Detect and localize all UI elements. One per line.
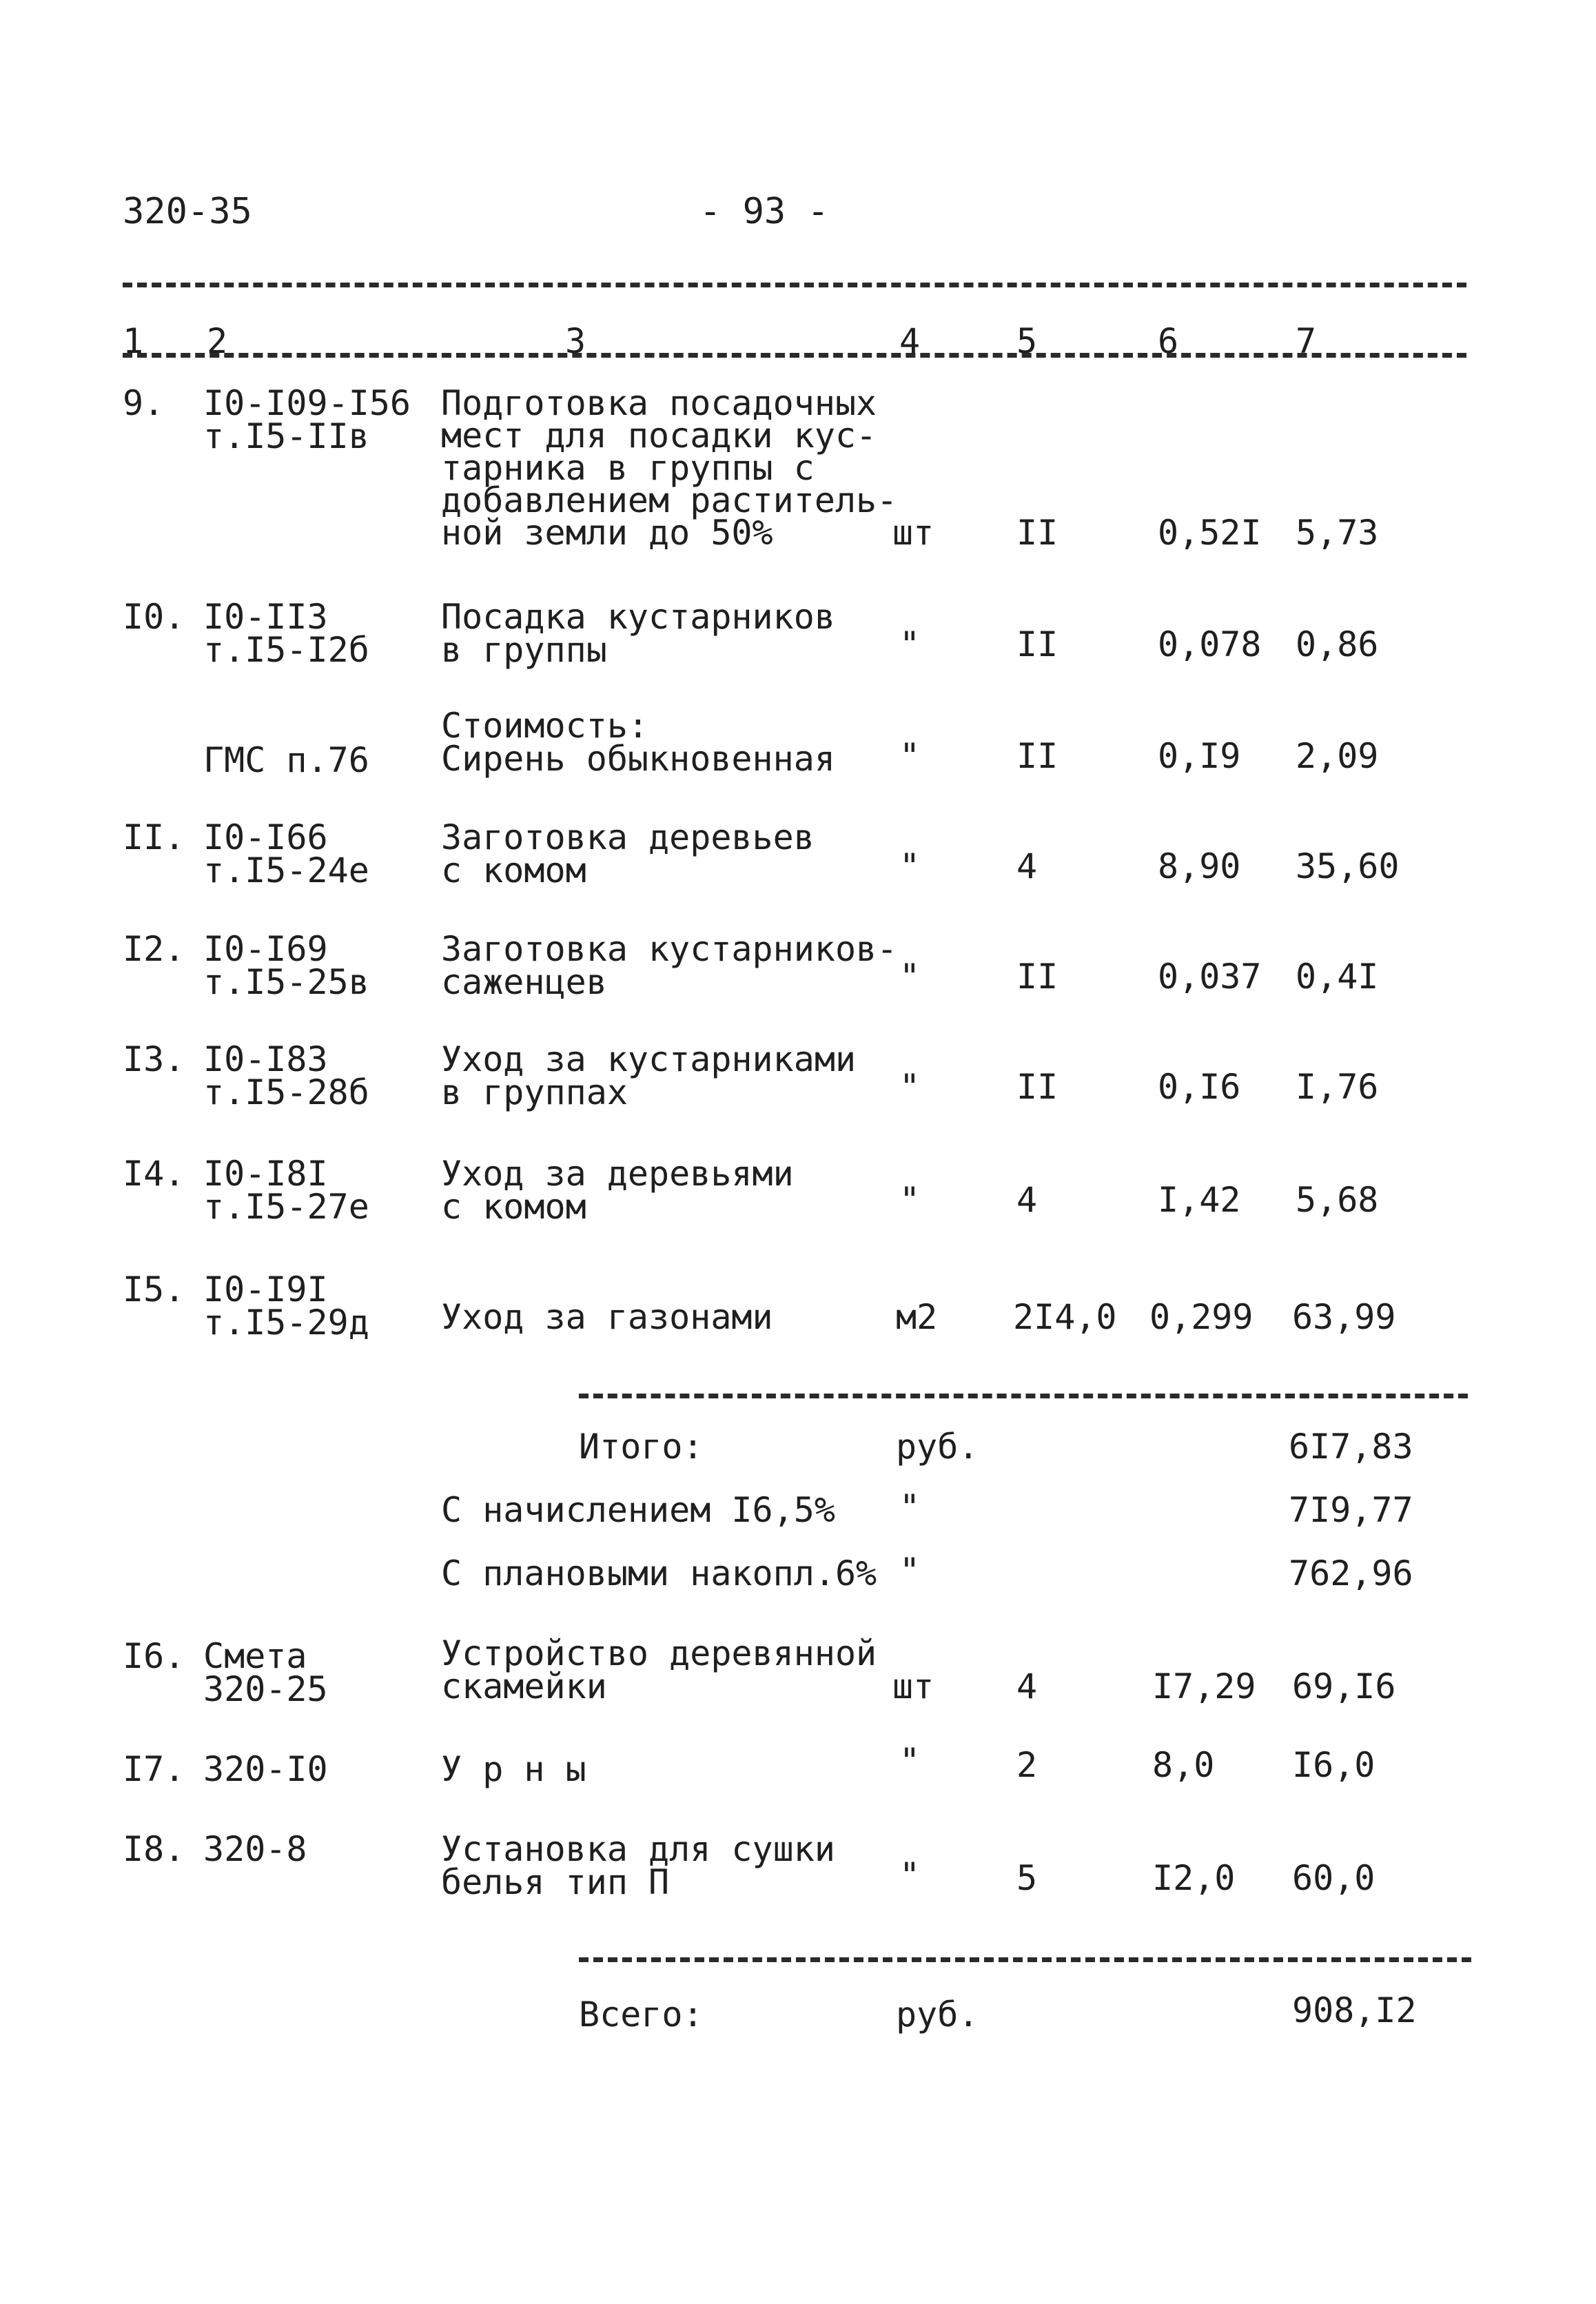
row-price: I,42: [1158, 1180, 1241, 1220]
row-code: т.I5-25в: [203, 962, 369, 1002]
subtotal-value: 762,96: [1289, 1553, 1413, 1593]
row-number: I6.: [123, 1636, 185, 1676]
row-price: 0,037: [1158, 957, 1262, 997]
row-quantity: II: [1016, 736, 1058, 776]
row-price: 0,078: [1158, 624, 1262, 664]
row-total: 5,68: [1296, 1180, 1379, 1220]
row-code: т.I5-28б: [203, 1072, 369, 1112]
row-price: I7,29: [1152, 1666, 1256, 1706]
row-number: I5.: [123, 1270, 185, 1309]
row-unit: м2: [896, 1297, 938, 1337]
row-code: I0-I83: [203, 1039, 328, 1079]
row-code: т.I5-IIв: [203, 416, 369, 456]
row-description: добавлением раститель-: [441, 480, 898, 520]
row-unit: ": [899, 1067, 921, 1107]
row-number: I3.: [123, 1039, 185, 1079]
row-description: Заготовка кустарников-: [441, 929, 898, 969]
row-code: т.I5-27е: [203, 1187, 369, 1227]
row-price: 8,90: [1158, 846, 1241, 886]
row-description: скамейки: [441, 1666, 607, 1706]
row-quantity: 5: [1016, 1858, 1038, 1898]
row-code: Смета: [203, 1636, 307, 1676]
row-description: Подготовка посадочных: [441, 383, 877, 423]
row-code: I0-I69: [203, 929, 328, 969]
row-code: т.I5-24е: [203, 850, 369, 890]
column-header: 5: [1016, 321, 1038, 361]
row-description: Стоимость:: [441, 706, 649, 746]
row-description: ной земли до 50%: [441, 513, 773, 553]
row-code: I0-I66: [203, 817, 328, 857]
subtotal-value: 6I7,83: [1289, 1427, 1413, 1467]
row-unit: ": [899, 1855, 921, 1895]
row-quantity: 4: [1016, 1180, 1038, 1220]
row-description: в группы: [441, 630, 607, 670]
row-price: 8,0: [1152, 1745, 1215, 1785]
subtotal-unit: ": [899, 1551, 921, 1591]
header-underline: [123, 353, 1466, 358]
row-description: Заготовка деревьев: [441, 817, 815, 857]
subtotal-label: С начислением I6,5%: [441, 1490, 835, 1530]
subtotal-unit: ": [899, 1487, 921, 1527]
row-description: саженцев: [441, 962, 607, 1002]
row-description: Сирень обыкновенная: [441, 739, 835, 779]
row-description: с комом: [441, 1187, 586, 1227]
row-unit: ": [899, 957, 921, 997]
row-unit: шт: [892, 513, 934, 553]
row-code: 320-I0: [203, 1749, 328, 1789]
row-number: I7.: [123, 1749, 185, 1789]
row-total: 35,60: [1296, 846, 1400, 886]
row-price: 0,I6: [1158, 1067, 1241, 1107]
row-total: I,76: [1296, 1067, 1379, 1107]
row-description: Уход за деревьями: [441, 1154, 794, 1194]
column-header: 1: [123, 321, 144, 361]
row-description: Уход за газонами: [441, 1297, 773, 1337]
row-code: I0-I8I: [203, 1154, 328, 1194]
row-price: 0,299: [1149, 1297, 1254, 1337]
row-number: I4.: [123, 1154, 185, 1194]
row-total: 60,0: [1292, 1858, 1375, 1898]
row-total: 5,73: [1296, 513, 1379, 553]
row-price: 0,I9: [1158, 736, 1241, 776]
subtotal-divider: [579, 1394, 1468, 1398]
row-quantity: 2I4,0: [1013, 1297, 1117, 1337]
row-description: в группах: [441, 1072, 628, 1112]
row-description: белья тип П: [441, 1862, 670, 1902]
row-quantity: 4: [1016, 1666, 1038, 1706]
grand-total-label: Всего:: [579, 1995, 704, 2035]
row-description: Посадка кустарников: [441, 597, 835, 637]
row-number: II.: [123, 817, 185, 857]
row-total: 0,4I: [1296, 957, 1379, 997]
row-description: мест для посадки кус-: [441, 416, 877, 456]
subtotal-value: 7I9,77: [1289, 1490, 1413, 1530]
row-description: Уход за кустарниками: [441, 1039, 857, 1079]
row-quantity: II: [1016, 624, 1058, 664]
row-total: 0,86: [1296, 624, 1379, 664]
row-description: У р н ы: [441, 1749, 586, 1789]
subtotal-unit: руб.: [896, 1427, 979, 1467]
row-price: I2,0: [1152, 1858, 1236, 1898]
row-code: I0-II3: [203, 597, 328, 637]
row-quantity: II: [1016, 1067, 1058, 1107]
grand-total-divider: [579, 1957, 1471, 1962]
subtotal-label: С плановыми накопл.6%: [441, 1553, 877, 1593]
row-quantity: 4: [1016, 846, 1038, 886]
row-total: I6,0: [1292, 1745, 1375, 1785]
subtotal-label: Итого:: [579, 1427, 704, 1467]
row-price: 0,52I: [1158, 513, 1262, 553]
column-header: 7: [1296, 321, 1317, 361]
row-total: 69,I6: [1292, 1666, 1396, 1706]
grand-total-unit: руб.: [896, 1995, 979, 2035]
row-code: т.I5-I2б: [203, 630, 369, 670]
top-divider: [123, 283, 1466, 287]
row-total: 63,99: [1292, 1297, 1396, 1337]
page-number: - 93 -: [699, 191, 829, 232]
row-unit: ": [899, 1180, 921, 1220]
row-quantity: II: [1016, 513, 1058, 553]
row-unit: ": [899, 1741, 921, 1781]
row-code: I0-I09-I56: [203, 383, 411, 423]
column-header: 2: [207, 321, 228, 361]
row-unit: ": [899, 624, 921, 664]
document-code: 320-35: [123, 191, 252, 232]
row-description: Устройство деревянной: [441, 1633, 877, 1673]
row-code: т.I5-29д: [203, 1303, 369, 1343]
row-code: 320-8: [203, 1829, 307, 1869]
row-number: I0.: [123, 597, 185, 637]
row-quantity: 2: [1016, 1745, 1038, 1785]
row-unit: ": [899, 846, 921, 886]
row-total: 2,09: [1296, 736, 1379, 776]
column-header: 6: [1158, 321, 1179, 361]
row-quantity: II: [1016, 957, 1058, 997]
row-number: 9.: [123, 383, 165, 423]
column-header: 3: [565, 321, 586, 361]
grand-total-value: 908,I2: [1292, 1990, 1417, 2030]
row-number: I8.: [123, 1829, 185, 1869]
column-header: 4: [899, 321, 921, 361]
row-description: тарника в группы с: [441, 448, 815, 488]
row-code: 320-25: [203, 1669, 328, 1709]
row-description: с комом: [441, 850, 586, 890]
row-description: Установка для сушки: [441, 1829, 835, 1869]
row-number: I2.: [123, 929, 185, 969]
row-unit: ": [899, 736, 921, 776]
row-unit: шт: [892, 1666, 934, 1706]
row-code: ГМС п.76: [203, 740, 369, 780]
row-code: I0-I9I: [203, 1270, 328, 1309]
